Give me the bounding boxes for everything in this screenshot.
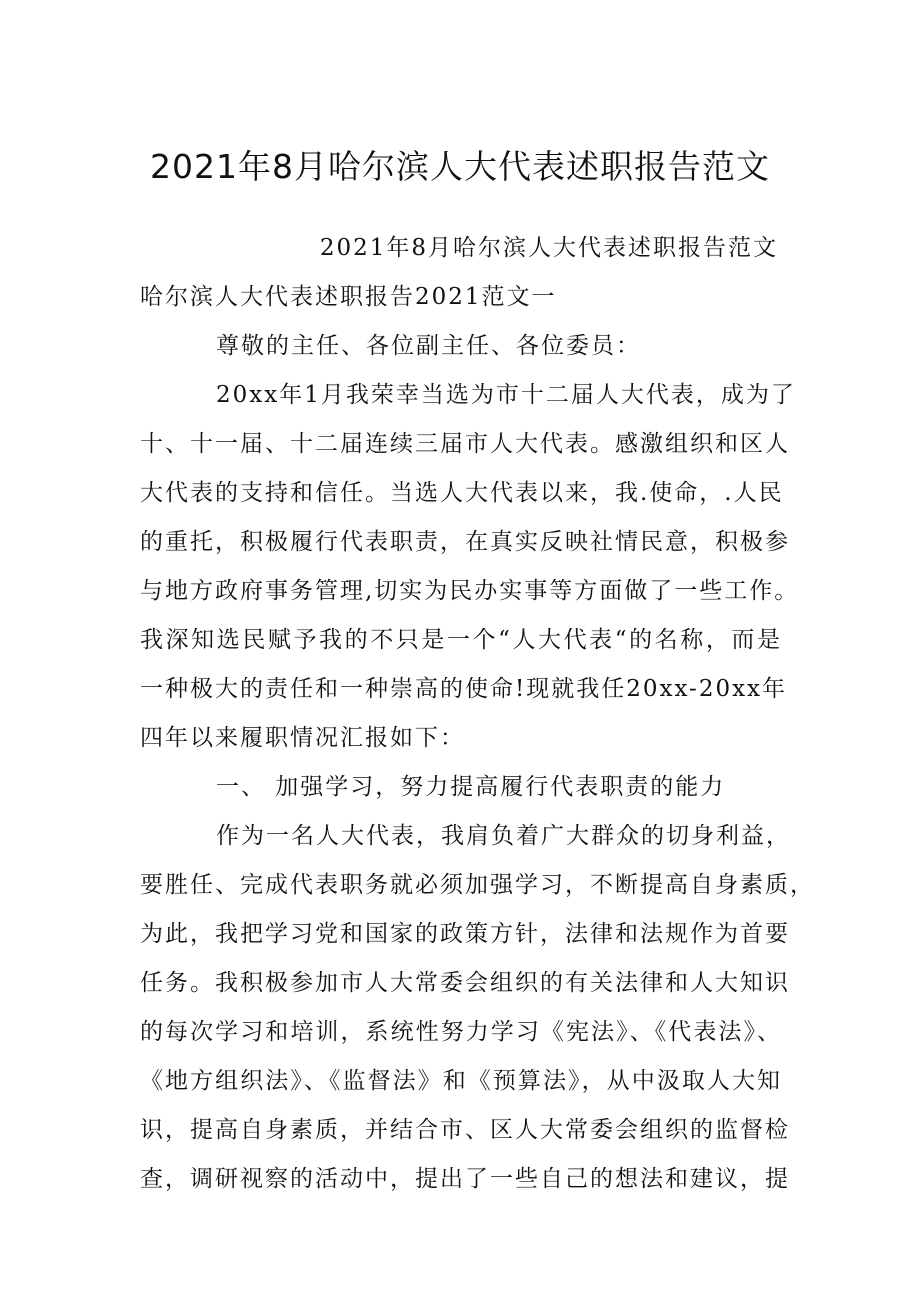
salutation: 尊敬的主任、各位副主任、各位委员： [216, 333, 641, 359]
paragraph-line: 一种极大的责任和一种崇高的使命!现就我任20xx-20xx年 [140, 676, 788, 702]
paragraph-line: 的每次学习和培训，系统性努力学习《宪法》、《代表法》、 [140, 1019, 782, 1045]
paragraph-line: 大代表的支持和信任。当选人大代表以来，我.使命，.人民 [140, 480, 784, 506]
paragraph-line: 十、十一届、十二届连续三届市人大代表。感激组织和区人 [140, 431, 790, 457]
paragraph-line: 识，提高自身素质，并结合市、区人大常委会组织的监督检 [140, 1117, 790, 1143]
paragraph-line: 四年以来履职情况汇报如下： [140, 725, 465, 751]
paragraph-line: 作为一名人大代表，我肩负着广大群众的切身利益， [216, 823, 791, 849]
paragraph-line: 的重托，积极履行代表职责，在真实反映社情民意，积极参 [140, 529, 790, 555]
section-label: 哈尔滨人大代表述职报告2021范文一 [140, 284, 557, 310]
paragraph-line: 任务。我积极参加市人大常委会组织的有关法律和人大知识 [140, 970, 790, 996]
paragraph-line: 与地方政府事务管理,切实为民办实事等方面做了一些工作。 [140, 578, 800, 604]
subtitle-line: 2021年8月哈尔滨人大代表述职报告范文 [319, 235, 778, 261]
paragraph-line: 我深知选民赋予我的不只是一个“人大代表“的名称，而是 [140, 627, 782, 653]
paragraph-line: 20xx年1月我荣幸当选为市十二届人大代表，成为了 [216, 382, 796, 408]
paragraph-line: 查，调研视察的活动中，提出了一些自己的想法和建议，提 [140, 1166, 790, 1192]
section-heading: 一、 加强学习，努力提高履行代表职责的能力 [216, 774, 726, 800]
paragraph-line: 为此，我把学习党和国家的政策方针，法律和法规作为首要 [140, 921, 790, 947]
document-title: 2021年8月哈尔滨人大代表述职报告范文 [150, 147, 770, 186]
document-body [140, 224, 815, 1204]
paragraph-line: 《地方组织法》、《监督法》和《预算法》，从中汲取人大知 [140, 1068, 782, 1094]
paragraph-line: 要胜任、完成代表职务就必须加强学习，不断提高自身素质， [140, 872, 815, 898]
